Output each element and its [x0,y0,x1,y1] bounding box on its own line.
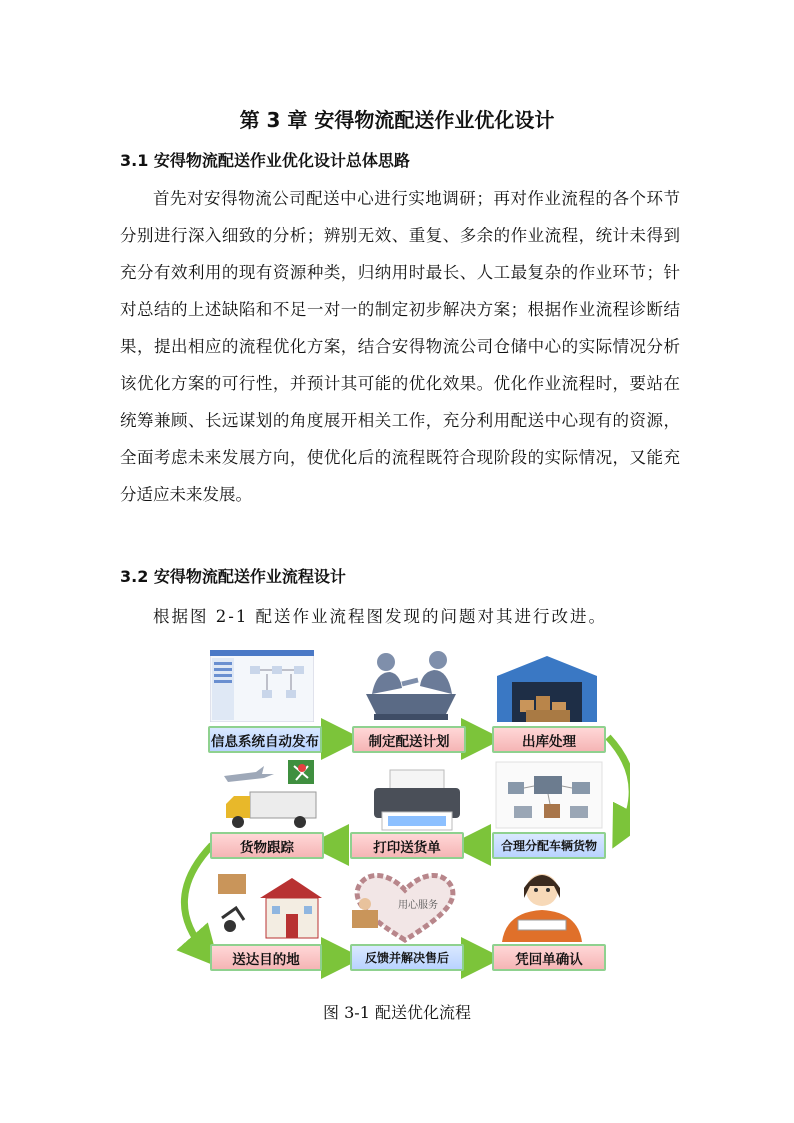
section-paragraph: 首先对安得物流公司配送中心进行实地调研；再对作业流程的各个环节分别进行深入细致的分析；辨别无效、重复、多余的作业流程，统计未得到充分有效利用的现有资源种类，归纳用时最长、人工最复杂的作业环节；针对总结的上述缺陷和不足一对一的制定初步解决方案；根据作业流程诊断结果，提出相应的流程优化方案，结合安得物流公司仓储中心的实际情况分析该优化方案的可行性，并预计其可能的优化效果。优化作业流程时，要站在统筹兼顾、长远谋划的角度展开相关工作，充分利用配送中心现有的资源，全面考虑未来发展方向，使优化后的流程既符合现阶段的实际情况，又能充分适应未来发展。 [120,189,680,504]
customer-service-icon [494,866,590,942]
software-screen-icon [210,650,314,722]
step-label: 制定配送计划 [368,733,450,750]
meeting-table-icon [356,644,466,722]
curve-arrow-icon [184,845,212,952]
step-label: 信息系统自动发布 [211,733,319,750]
section-heading-3-1: 3.1 安得物流配送作业优化设计总体思路 [120,151,410,170]
logistics-equipment-icon [494,756,604,830]
figure-caption: 图 3-1 配送优化流程 [323,1003,471,1022]
printer-icon [370,768,464,834]
step-label: 送达目的地 [232,951,300,968]
step-label: 打印送货单 [373,839,441,856]
step-box-feedback [350,944,464,971]
step-box-outbound [492,726,606,753]
step-label: 合理分配车辆货物 [500,839,597,853]
warehouse-icon [492,652,602,722]
step-box-allocate [492,832,606,859]
chapter-title: 第 3 章 安得物流配送作业优化设计 [239,108,555,132]
process-flow-figure [170,640,630,990]
step-box-arrival [210,944,322,971]
step-box-plan [352,726,466,753]
step-box-print [350,832,464,859]
service-heart-icon [346,870,464,944]
curve-arrow-icon [608,737,630,830]
delivery-house-icon [216,868,324,942]
step-label: 凭回单确认 [515,951,583,968]
step-label: 反馈并解决售后 [364,951,449,965]
step-box-info-release [208,726,322,753]
intro-text: 根据图 2-1 配送作业流程图发现的问题对其进行改进。 [153,607,608,626]
service-text: 用心服务 [398,900,438,911]
truck-plane-icon [220,754,320,830]
step-box-receipt [492,944,606,971]
step-label: 货物跟踪 [240,839,294,856]
step-box-tracking [210,832,324,859]
section-heading-3-2: 3.2 安得物流配送作业流程设计 [120,567,346,586]
step-label: 出库处理 [522,733,576,750]
